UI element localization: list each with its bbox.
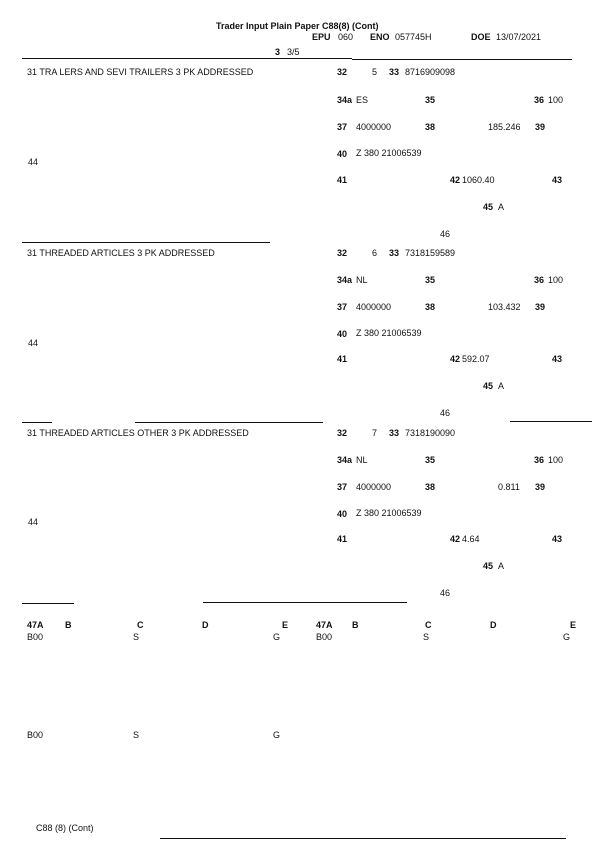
- box46-label: 46: [440, 229, 451, 239]
- box35-label: 35: [425, 95, 436, 105]
- box33-label: 33: [389, 428, 400, 438]
- box47e-label: E: [570, 620, 577, 630]
- box45-value: A: [498, 561, 505, 571]
- box46-label: 46: [440, 588, 451, 598]
- box38-label: 38: [425, 482, 436, 492]
- box47b-label: B: [65, 620, 72, 630]
- box37-label: 37: [337, 302, 348, 312]
- tax-base-code: S: [133, 632, 140, 642]
- box47d-label: D: [202, 620, 209, 630]
- item-number: 6: [372, 248, 378, 258]
- box39-label: 39: [535, 122, 546, 132]
- box42-label: 42: [450, 354, 461, 364]
- box34a-label: 34a: [337, 95, 353, 105]
- page-number: 3: [275, 47, 281, 57]
- box43-label: 43: [552, 534, 563, 544]
- item-number: 5: [372, 67, 378, 77]
- doe-value: 13/07/2021: [496, 32, 542, 42]
- box47c-label: C: [425, 620, 432, 630]
- goods-description: 31 THREADED ARTICLES 3 PK ADDRESSED: [27, 248, 215, 258]
- goods-description: 31 THREADED ARTICLES OTHER 3 PK ADDRESSED: [27, 428, 249, 438]
- origin-country: NL: [356, 275, 368, 285]
- header-divider: [352, 59, 572, 60]
- box47a-label: 47A: [27, 620, 44, 630]
- box33-label: 33: [389, 67, 400, 77]
- item-number: 7: [372, 428, 378, 438]
- item-price: 592.07: [462, 354, 490, 364]
- box37-label: 37: [337, 482, 348, 492]
- box34a-label: 34a: [337, 455, 353, 465]
- commodity-code: 7318159589: [405, 248, 456, 258]
- box40-label: 40: [337, 149, 348, 159]
- net-mass: 103.432: [488, 302, 521, 312]
- epu-value: 060: [338, 32, 354, 42]
- tax-base-code: S: [423, 632, 430, 642]
- net-mass: 0.811: [498, 482, 520, 492]
- box45-label: 45: [483, 202, 494, 212]
- item-divider: [22, 242, 270, 243]
- box35-label: 35: [425, 455, 436, 465]
- box45-label: 45: [483, 381, 494, 391]
- box43-label: 43: [552, 175, 563, 185]
- box36-value: 100: [548, 455, 564, 465]
- header-divider: [22, 58, 352, 59]
- box39-label: 39: [535, 302, 546, 312]
- box47b-label: B: [352, 620, 359, 630]
- box47a-label: 47A: [316, 620, 333, 630]
- box45-value: A: [498, 381, 505, 391]
- tax-type-code: B00: [27, 632, 44, 642]
- net-mass: 185.246: [488, 122, 521, 132]
- box36-value: 100: [548, 95, 564, 105]
- item-divider: [203, 602, 407, 603]
- box32-label: 32: [337, 67, 348, 77]
- tax-base-code: S: [133, 730, 140, 740]
- payment-method: G: [273, 632, 281, 642]
- goods-description: 31 TRA LERS AND SEVI TRAILERS 3 PK ADDRESSED: [27, 67, 254, 77]
- box39-label: 39: [535, 482, 546, 492]
- commodity-code: 8716909098: [405, 67, 456, 77]
- box41-label: 41: [337, 354, 348, 364]
- epu-label: EPU: [312, 32, 331, 42]
- box35-label: 35: [425, 275, 436, 285]
- box40-label: 40: [337, 509, 348, 519]
- tax-type-code: B00: [27, 730, 44, 740]
- box47d-label: D: [490, 620, 497, 630]
- footer-rule: [160, 838, 566, 839]
- item-price: 1060.40: [462, 175, 495, 185]
- box47e-label: E: [282, 620, 289, 630]
- previous-document: Z 380 21006539: [356, 148, 422, 158]
- box36-label: 36: [534, 95, 545, 105]
- doe-label: DOE: [471, 32, 491, 42]
- box44-label: 44: [28, 517, 39, 527]
- item-divider: [510, 421, 592, 422]
- item-divider: [135, 422, 323, 423]
- box34a-label: 34a: [337, 275, 353, 285]
- item-divider: [22, 422, 52, 423]
- box43-label: 43: [552, 354, 563, 364]
- box40-label: 40: [337, 329, 348, 339]
- item-price: 4.64: [462, 534, 480, 544]
- box44-label: 44: [28, 338, 39, 348]
- origin-country: ES: [356, 95, 369, 105]
- origin-country: NL: [356, 455, 368, 465]
- tax-type-code: B00: [316, 632, 333, 642]
- box38-label: 38: [425, 302, 436, 312]
- commodity-code: 7318190090: [405, 428, 456, 438]
- box42-label: 42: [450, 175, 461, 185]
- box45-value: A: [498, 202, 505, 212]
- item-divider: [22, 603, 74, 604]
- box44-label: 44: [28, 157, 39, 167]
- box45-label: 45: [483, 561, 494, 571]
- box42-label: 42: [450, 534, 461, 544]
- box33-label: 33: [389, 248, 400, 258]
- box38-label: 38: [425, 122, 436, 132]
- cpc-code: 4000000: [356, 122, 392, 132]
- box37-label: 37: [337, 122, 348, 132]
- previous-document: Z 380 21006539: [356, 328, 422, 338]
- form-footer: C88 (8) (Cont): [36, 823, 94, 833]
- previous-document: Z 380 21006539: [356, 508, 422, 518]
- box47c-label: C: [137, 620, 144, 630]
- payment-method: G: [563, 632, 571, 642]
- box36-label: 36: [534, 275, 545, 285]
- cpc-code: 4000000: [356, 482, 392, 492]
- box32-label: 32: [337, 248, 348, 258]
- box46-label: 46: [440, 408, 451, 418]
- page-of: 3/5: [287, 47, 300, 57]
- box41-label: 41: [337, 534, 348, 544]
- box36-value: 100: [548, 275, 564, 285]
- eno-label: ENO: [370, 32, 390, 42]
- box32-label: 32: [337, 428, 348, 438]
- payment-method: G: [273, 730, 281, 740]
- box41-label: 41: [337, 175, 348, 185]
- eno-value: 057745H: [395, 32, 432, 42]
- cpc-code: 4000000: [356, 302, 392, 312]
- form-title: Trader Input Plain Paper C88(8) (Cont): [216, 21, 379, 31]
- box36-label: 36: [534, 455, 545, 465]
